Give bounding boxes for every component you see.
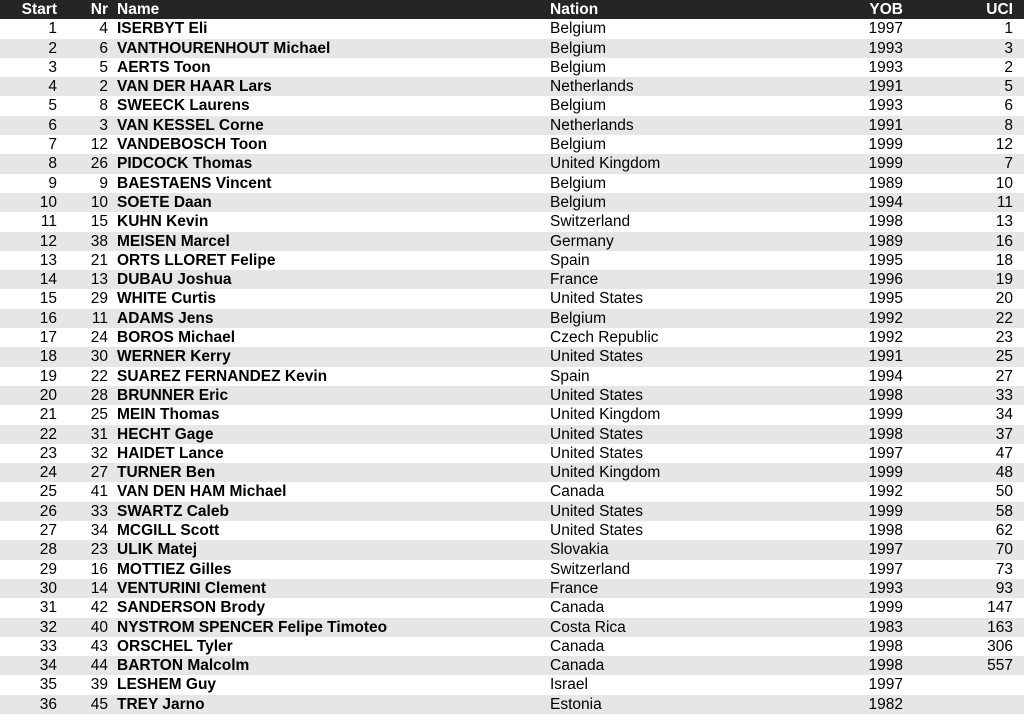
cell-nation: United States [550, 522, 644, 540]
table-row [0, 347, 1024, 366]
cell-nation: Czech Republic [550, 329, 659, 347]
cell-nation: United States [550, 425, 644, 443]
cell-uci-ranking: 19 [995, 271, 1013, 289]
cell-start-position: 5 [48, 97, 57, 115]
cell-rider-name: TURNER Ben [117, 464, 216, 482]
header-uci: UCI [986, 1, 1013, 18]
cell-nation: Belgium [550, 174, 606, 192]
cell-bib-number: 24 [90, 329, 108, 347]
cell-year-of-birth: 1993 [868, 579, 903, 597]
cell-start-position: 16 [39, 309, 57, 327]
table-row [0, 154, 1024, 173]
cell-nation: Belgium [550, 39, 606, 57]
cell-year-of-birth: 1992 [868, 483, 903, 501]
cell-bib-number: 8 [99, 97, 108, 115]
cell-year-of-birth: 1999 [868, 155, 903, 173]
cell-bib-number: 26 [90, 155, 108, 173]
cell-year-of-birth: 1991 [868, 348, 903, 366]
cell-start-position: 19 [39, 367, 57, 385]
cell-uci-ranking: 22 [995, 309, 1013, 327]
table-row [0, 675, 1024, 694]
table-row [0, 251, 1024, 270]
cell-rider-name: BAESTAENS Vincent [117, 174, 272, 192]
table-row [0, 444, 1024, 463]
cell-rider-name: PIDCOCK Thomas [117, 155, 253, 173]
table-row [0, 39, 1024, 58]
table-row [0, 637, 1024, 656]
table-row [0, 482, 1024, 501]
cell-rider-name: SANDERSON Brody [117, 599, 266, 617]
table-row [0, 367, 1024, 386]
cell-nation: Germany [550, 232, 614, 250]
cell-rider-name: ORTS LLORET Felipe [117, 251, 276, 269]
cell-rider-name: ORSCHEL Tyler [117, 637, 233, 655]
header-yob: YOB [869, 1, 903, 18]
cell-nation: Canada [550, 637, 605, 655]
cell-year-of-birth: 1983 [868, 618, 903, 636]
cell-nation: Canada [550, 483, 605, 501]
cell-bib-number: 13 [90, 271, 108, 289]
cell-nation: United States [550, 348, 644, 366]
table-row [0, 579, 1024, 598]
cell-start-position: 32 [39, 618, 57, 636]
cell-year-of-birth: 1998 [868, 386, 903, 404]
cell-start-position: 26 [39, 502, 57, 520]
cell-rider-name: LESHEM Guy [117, 676, 217, 694]
table-row [0, 540, 1024, 559]
cell-year-of-birth: 1999 [868, 464, 903, 482]
table-row [0, 405, 1024, 424]
cell-year-of-birth: 1998 [868, 522, 903, 540]
cell-nation: United Kingdom [550, 406, 661, 424]
cell-rider-name: BOROS Michael [117, 329, 235, 347]
cell-start-position: 1 [48, 20, 57, 38]
cell-rider-name: AERTS Toon [117, 58, 211, 76]
cell-nation: Estonia [550, 695, 602, 713]
cell-bib-number: 32 [90, 444, 108, 462]
cell-year-of-birth: 1997 [868, 560, 903, 578]
cell-year-of-birth: 1998 [868, 425, 903, 443]
header-nation: Nation [550, 1, 599, 18]
cell-bib-number: 21 [90, 251, 108, 269]
cell-rider-name: WHITE Curtis [117, 290, 217, 308]
cell-year-of-birth: 1992 [868, 309, 903, 327]
cell-uci-ranking: 16 [995, 232, 1013, 250]
cell-nation: Belgium [550, 97, 606, 115]
table-row [0, 521, 1024, 540]
cell-year-of-birth: 1989 [868, 174, 903, 192]
table-row [0, 560, 1024, 579]
cell-bib-number: 34 [90, 522, 108, 540]
cell-start-position: 31 [39, 599, 57, 617]
cell-start-position: 13 [39, 251, 57, 269]
cell-start-position: 34 [39, 657, 57, 675]
cell-rider-name: DUBAU Joshua [117, 271, 232, 289]
cell-uci-ranking: 20 [995, 290, 1013, 308]
cell-bib-number: 39 [90, 676, 108, 694]
cell-nation: France [550, 271, 599, 289]
cell-nation: France [550, 579, 599, 597]
cell-nation: Slovakia [550, 541, 609, 559]
cell-nation: Spain [550, 367, 590, 385]
cell-start-position: 18 [39, 348, 57, 366]
table-row [0, 232, 1024, 251]
table-row [0, 19, 1024, 38]
cell-nation: Switzerland [550, 213, 631, 231]
cell-uci-ranking: 27 [995, 367, 1013, 385]
cell-start-position: 33 [39, 637, 57, 655]
table-row [0, 502, 1024, 521]
cell-year-of-birth: 1997 [868, 20, 903, 38]
cell-nation: Switzerland [550, 560, 631, 578]
table-row [0, 425, 1024, 444]
table-row [0, 328, 1024, 347]
cell-rider-name: TREY Jarno [117, 695, 205, 713]
cell-uci-ranking: 10 [995, 174, 1013, 192]
cell-bib-number: 44 [90, 657, 108, 675]
cell-rider-name: VAN DEN HAM Michael [117, 483, 287, 501]
cell-year-of-birth: 1998 [868, 637, 903, 655]
header-nr: Nr [90, 1, 108, 18]
cell-start-position: 23 [39, 444, 57, 462]
cell-bib-number: 11 [91, 309, 108, 327]
cell-uci-ranking: 5 [1004, 78, 1013, 96]
cell-nation: United Kingdom [550, 464, 661, 482]
cell-nation: Belgium [550, 58, 606, 76]
table-row [0, 598, 1024, 617]
cell-rider-name: SWARTZ Caleb [117, 502, 229, 520]
cell-start-position: 8 [48, 155, 57, 173]
cell-start-position: 14 [39, 271, 57, 289]
cell-bib-number: 45 [90, 695, 108, 713]
table-row [0, 212, 1024, 231]
cell-start-position: 35 [39, 676, 57, 694]
cell-start-position: 11 [40, 213, 57, 231]
cell-nation: Netherlands [550, 78, 634, 96]
cell-uci-ranking: 1 [1004, 20, 1013, 38]
cell-rider-name: SWEECK Laurens [117, 97, 250, 115]
cell-year-of-birth: 1994 [868, 193, 903, 211]
cell-year-of-birth: 1998 [868, 213, 903, 231]
table-row [0, 96, 1024, 115]
cell-year-of-birth: 1982 [868, 695, 903, 713]
header-name: Name [117, 1, 160, 18]
cell-uci-ranking [905, 675, 1024, 694]
cell-bib-number: 27 [90, 464, 108, 482]
cell-year-of-birth: 1999 [868, 136, 903, 154]
cell-rider-name: VANTHOURENHOUT Michael [117, 39, 331, 57]
cell-rider-name: ULIK Matej [117, 541, 198, 559]
cell-rider-name: VAN DER HAAR Lars [117, 78, 272, 96]
cell-uci-ranking [905, 695, 1024, 714]
cell-start-position: 3 [48, 58, 57, 76]
cell-year-of-birth: 1991 [868, 78, 903, 96]
cell-year-of-birth: 1994 [868, 367, 903, 385]
cell-nation: Belgium [550, 309, 606, 327]
cell-uci-ranking: 47 [995, 444, 1013, 462]
cell-year-of-birth: 1993 [868, 39, 903, 57]
cell-uci-ranking: 93 [995, 579, 1013, 597]
cell-year-of-birth: 1995 [868, 290, 903, 308]
cell-uci-ranking: 6 [1004, 97, 1013, 115]
table-header [0, 0, 1024, 19]
cell-rider-name: MEIN Thomas [117, 406, 220, 424]
cell-bib-number: 14 [90, 579, 108, 597]
cell-start-position: 36 [39, 695, 57, 713]
cell-start-position: 9 [48, 174, 57, 192]
cell-start-position: 12 [39, 232, 57, 250]
cell-start-position: 27 [39, 522, 57, 540]
cell-year-of-birth: 1991 [868, 116, 903, 134]
cell-nation: Israel [550, 676, 588, 694]
cell-uci-ranking: 48 [995, 464, 1013, 482]
cell-year-of-birth: 1997 [868, 541, 903, 559]
table-row [0, 656, 1024, 675]
cell-uci-ranking: 3 [1004, 39, 1013, 57]
cell-bib-number: 3 [99, 116, 108, 134]
cell-uci-ranking: 147 [987, 599, 1013, 617]
cell-rider-name: SOETE Daan [117, 193, 212, 211]
table-row [0, 77, 1024, 96]
cell-nation: United States [550, 444, 644, 462]
cell-start-position: 4 [48, 78, 57, 96]
cell-uci-ranking: 2 [1004, 58, 1013, 76]
cell-bib-number: 43 [90, 637, 108, 655]
cell-rider-name: VENTURINI Clement [117, 579, 266, 597]
cell-nation: Canada [550, 657, 605, 675]
cell-bib-number: 38 [90, 232, 108, 250]
start-list-body [0, 19, 1024, 714]
cell-rider-name: ISERBYT Eli [117, 20, 208, 38]
cell-start-position: 17 [39, 329, 57, 347]
cell-uci-ranking: 33 [995, 386, 1013, 404]
cell-bib-number: 29 [90, 290, 108, 308]
cell-start-position: 22 [39, 425, 57, 443]
cell-nation: United States [550, 290, 644, 308]
cell-start-position: 21 [39, 406, 57, 424]
cell-uci-ranking: 11 [996, 193, 1013, 211]
cell-bib-number: 16 [90, 560, 108, 578]
header-row [0, 0, 1024, 19]
cell-rider-name: BARTON Malcolm [117, 657, 250, 675]
cell-uci-ranking: 62 [995, 522, 1013, 540]
cell-rider-name: MOTTIEZ Gilles [117, 560, 232, 578]
cell-uci-ranking: 163 [987, 618, 1013, 636]
cell-bib-number: 12 [90, 136, 108, 154]
cell-year-of-birth: 1998 [868, 657, 903, 675]
table-row [0, 309, 1024, 328]
cell-bib-number: 15 [90, 213, 108, 231]
cell-year-of-birth: 1992 [868, 329, 903, 347]
cell-rider-name: WERNER Kerry [117, 348, 231, 366]
cell-start-position: 2 [48, 39, 57, 57]
cell-uci-ranking: 25 [995, 348, 1013, 366]
table-row [0, 116, 1024, 135]
cell-uci-ranking: 557 [987, 657, 1013, 675]
cell-bib-number: 2 [99, 78, 108, 96]
cell-uci-ranking: 13 [995, 213, 1013, 231]
cell-uci-ranking: 306 [987, 637, 1013, 655]
cell-bib-number: 31 [90, 425, 108, 443]
table-row [0, 270, 1024, 289]
cell-uci-ranking: 12 [995, 136, 1013, 154]
cell-year-of-birth: 1989 [868, 232, 903, 250]
cell-rider-name: HAIDET Lance [117, 444, 224, 462]
cell-start-position: 25 [39, 483, 57, 501]
cell-year-of-birth: 1999 [868, 502, 903, 520]
cell-year-of-birth: 1995 [868, 251, 903, 269]
cell-uci-ranking: 18 [995, 251, 1013, 269]
header-start: Start [21, 1, 57, 18]
cell-rider-name: ADAMS Jens [117, 309, 214, 327]
cell-nation: Belgium [550, 136, 606, 154]
cell-bib-number: 4 [99, 20, 108, 38]
cell-start-position: 20 [39, 386, 57, 404]
cell-nation: Canada [550, 599, 605, 617]
cell-nation: Belgium [550, 20, 606, 38]
cell-start-position: 28 [39, 541, 57, 559]
cell-year-of-birth: 1999 [868, 599, 903, 617]
table-row [0, 386, 1024, 405]
cell-nation: United States [550, 386, 644, 404]
cell-year-of-birth: 1993 [868, 58, 903, 76]
table-row [0, 174, 1024, 193]
cell-bib-number: 6 [99, 39, 108, 57]
cell-start-position: 29 [39, 560, 57, 578]
cell-uci-ranking: 7 [1004, 155, 1013, 173]
cell-rider-name: HECHT Gage [117, 425, 214, 443]
cell-rider-name: BRUNNER Eric [117, 386, 229, 404]
cell-bib-number: 33 [90, 502, 108, 520]
cell-uci-ranking: 34 [995, 406, 1013, 424]
cell-nation: United Kingdom [550, 155, 661, 173]
cell-rider-name: MEISEN Marcel [117, 232, 230, 250]
cell-nation: United States [550, 502, 644, 520]
cell-nation: Costa Rica [550, 618, 626, 636]
cell-year-of-birth: 1997 [868, 444, 903, 462]
cell-nation: Spain [550, 251, 590, 269]
table-row [0, 58, 1024, 77]
table-row [0, 618, 1024, 637]
cell-bib-number: 5 [99, 58, 108, 76]
cell-uci-ranking: 70 [995, 541, 1013, 559]
cell-bib-number: 22 [90, 367, 108, 385]
cell-start-position: 30 [39, 579, 57, 597]
cell-year-of-birth: 1999 [868, 406, 903, 424]
cell-uci-ranking: 23 [995, 329, 1013, 347]
cell-uci-ranking: 50 [995, 483, 1013, 501]
cell-bib-number: 42 [90, 599, 108, 617]
cell-rider-name: NYSTROM SPENCER Felipe Timoteo [117, 618, 388, 636]
cell-bib-number: 9 [99, 174, 108, 192]
cell-start-position: 24 [39, 464, 57, 482]
table-row [0, 193, 1024, 212]
cell-start-position: 15 [39, 290, 57, 308]
cell-start-position: 6 [48, 116, 57, 134]
cell-uci-ranking: 8 [1004, 116, 1013, 134]
cell-nation: Belgium [550, 193, 606, 211]
cell-rider-name: SUAREZ FERNANDEZ Kevin [117, 367, 328, 385]
cell-bib-number: 30 [90, 348, 108, 366]
cell-bib-number: 25 [90, 406, 108, 424]
cell-nation: Netherlands [550, 116, 634, 134]
cell-uci-ranking: 37 [995, 425, 1013, 443]
table-row [0, 289, 1024, 308]
table-row [0, 135, 1024, 154]
table-row [0, 463, 1024, 482]
cell-year-of-birth: 1997 [868, 676, 903, 694]
cell-rider-name: VANDEBOSCH Toon [117, 136, 268, 154]
cell-bib-number: 41 [90, 483, 108, 501]
cell-year-of-birth: 1993 [868, 97, 903, 115]
cell-uci-ranking: 73 [995, 560, 1013, 578]
cell-start-position: 7 [48, 136, 57, 154]
cell-bib-number: 28 [90, 386, 108, 404]
cell-bib-number: 40 [90, 618, 108, 636]
cell-uci-ranking: 58 [995, 502, 1013, 520]
cell-rider-name: KUHN Kevin [117, 213, 209, 231]
cell-rider-name: MCGILL Scott [117, 522, 220, 540]
cell-start-position: 10 [39, 193, 57, 211]
cell-bib-number: 23 [90, 541, 108, 559]
cell-bib-number: 10 [90, 193, 108, 211]
cell-year-of-birth: 1996 [868, 271, 903, 289]
cell-rider-name: VAN KESSEL Corne [117, 116, 264, 134]
table-row [0, 695, 1024, 714]
